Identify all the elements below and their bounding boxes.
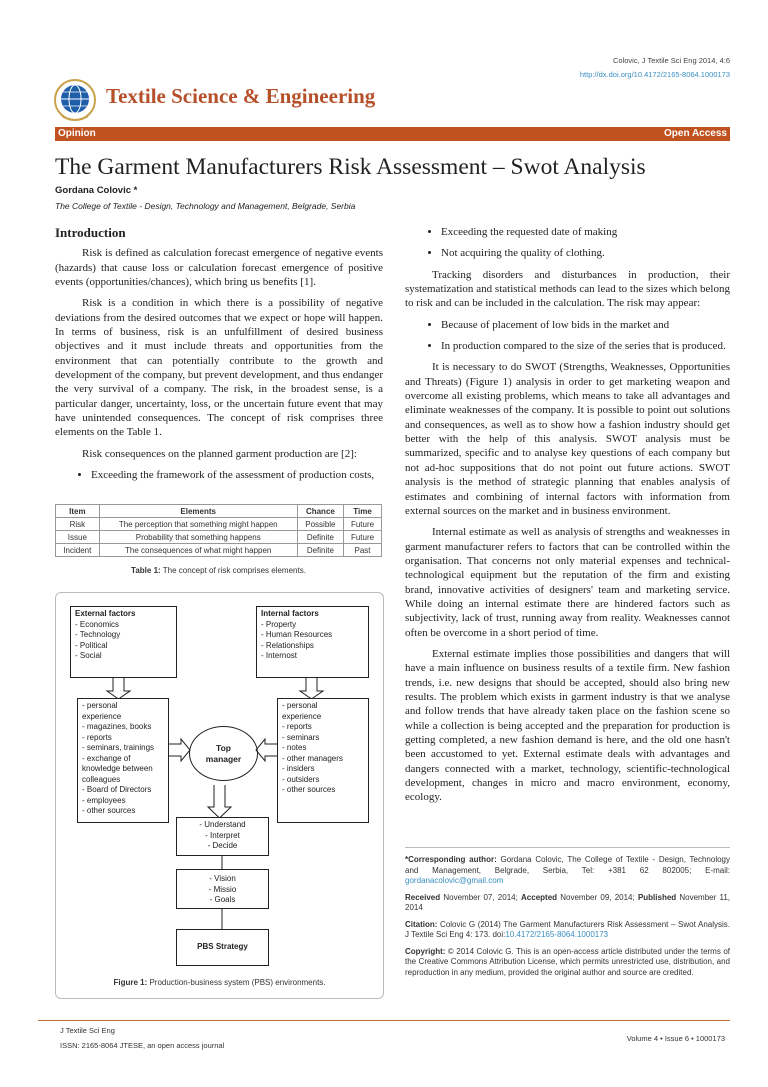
paragraph: Risk is defined as calculation forecast emergence of negative events (hazards) that cause loss or calculation forecast emergence of positive events (opportunities/chances), which bring us benefits [1].: [55, 247, 383, 289]
arrow-down-icon: [208, 785, 231, 818]
source-item: - notes: [282, 743, 307, 752]
node-label: Top: [216, 742, 231, 753]
paragraph: Risk is a condition in which there is a possibility of negative deviations from the desired outcomes that we expect or hope will happen. In terms of business, risk is an unfulfillment of desired business objectives and it must include threats and opportunities from the environment that can potentially contribute to the growth and development of the company, but prevent development, and thus endanger the very survival of a company. The risk, in the broadest sense, is a particular danger, uncertainty, loss, or the uncertain future event that may have unintended consequences. The concept of risk comprises three elements on the Table 1.: [55, 297, 383, 439]
footnote-divider: [405, 847, 730, 848]
corresponding-author: [405, 855, 730, 887]
text: November 09, 2014;: [557, 892, 638, 902]
cell: Definite: [297, 544, 343, 557]
source-item: - other sources: [282, 785, 336, 794]
process-item: - Decide: [207, 841, 238, 850]
article-type: Opinion: [58, 128, 96, 139]
factor-item: - Human Resources: [261, 630, 333, 639]
source-item: experience: [282, 711, 322, 721]
citation-line: Colovic, J Textile Sci Eng 2014, 4:6: [612, 56, 730, 65]
header-cell: Chance: [297, 505, 343, 518]
paragraph: It is necessary to do SWOT (Strengths, Weaknesses, Opportunities and Threats) (Figure 1) analysis in order to get marketing weapon and overcome all existing problems, which means to take all advantages and eliminate weaknesses of the company. It is possible to point out solutions and consequences, as well as to show how a fashion industry should get better with the help of this analysis. SWOT analysis must be summarized, specific and to analyse key questions of each company but not ad-hoc suppositions that do not point out future actions. SWOT analysis is the method of strategic planning that enables analysis of estimates and combining of internal factors with information from external sources on the market and in business environment.: [405, 361, 730, 517]
footnotes: [405, 855, 730, 984]
cell: Future: [344, 531, 382, 544]
header-cell: Elements: [99, 505, 297, 518]
text: © 2014 Colovic G. This is an open-access article distributed under the terms of the Creative Commons Attribution License, which permits unrestricted use, distribution, and reproduction in any medium, provided the original author and source are credited.: [405, 946, 730, 977]
article-type-bar: [55, 127, 730, 141]
table-row: [56, 544, 382, 557]
table-1: [55, 504, 382, 557]
source-item: - magazines, books: [82, 722, 152, 731]
cell: Risk: [56, 518, 100, 531]
list-item: • Exceeding the framework of the assessment of production costs,: [91, 468, 383, 482]
affiliation: The College of Textile - Design, Technology and Management, Belgrade, Serbia: [55, 201, 356, 211]
article-title: The Garment Manufacturers Risk Assessment – Swot Analysis: [55, 154, 646, 180]
source-item: - Board of Directors: [82, 785, 152, 794]
internal-sources-box: [277, 698, 369, 823]
email-link[interactable]: gordanacolovic@gmail.com: [405, 876, 504, 885]
cell: Issue: [56, 531, 100, 544]
arrow-left-icon: [256, 739, 277, 761]
table-row: [56, 518, 382, 531]
globe-icon: [52, 78, 98, 124]
caption-text: Production-business system (PBS) environments.: [147, 978, 326, 987]
factor-item: - Property: [261, 619, 297, 629]
external-sources-box: [77, 698, 169, 823]
cell: Incident: [56, 544, 100, 557]
figure-caption: [56, 978, 383, 987]
source-item: - personal: [82, 701, 118, 710]
cell: The consequences of what might happen: [99, 544, 297, 557]
text: Gordana Colovic, The College of Textile - Design, Technology and Management, Belgrade, Serbia, Tel: +381 62 802005; E-mail:: [405, 855, 730, 875]
cell: Possible: [297, 518, 343, 531]
source-item: experience: [82, 711, 122, 721]
text: Colovic G (2014) The Garment Manufacturers Risk Assessment – Swot Analysis. J Textile Sci Eng 4: 173. doi:: [405, 919, 730, 939]
text: November 07, 2014;: [440, 892, 522, 902]
table-row: [56, 531, 382, 544]
box-title: Internal factors: [261, 609, 319, 618]
list-item: • Because of placement of low bids in the market and: [441, 318, 730, 332]
doi-link[interactable]: http://dx.doi.org/10.4172/2165-8064.1000173: [579, 70, 730, 79]
source-item: - employees: [82, 795, 126, 805]
text: November 11, 2014: [405, 892, 731, 912]
source-item: - reports: [282, 722, 312, 731]
publisher-logo: [52, 78, 98, 124]
open-access-label: Open Access: [664, 128, 727, 139]
factor-item: - Political: [75, 640, 108, 650]
list-item: • Not acquiring the quality of clothing.: [441, 246, 730, 260]
section-heading: Introduction: [55, 225, 126, 240]
bullet-list: [405, 318, 730, 354]
source-item: - seminars: [282, 732, 320, 742]
bullet-list: [55, 468, 383, 482]
footer-issn: ISSN: 2165-8064 JTESE, an open access journal: [60, 1041, 225, 1050]
cell: Probability that something happens: [99, 531, 297, 544]
footer-volume: Volume 4 • Issue 6 • 1000173: [626, 1034, 725, 1043]
caption-label: Table 1:: [131, 566, 161, 575]
label: Accepted: [521, 892, 558, 902]
paragraph: External estimate implies those possibilities and dangers that will have a main influence on business results of a textile firm. New fashion trends, i.e. new designs that should be accepted, should also bring new results. The problem which exists in garment industry is that we analyse and follow trends that have already taken place on the fashion scene so while a collection is being accepted and the preparation for production is getting completed, a new fashion demand is here, and the old one hasn't been accustomed to yet. External estimate deals with advantages and dangers connected with a market, technology, scientific-technological development, changes in micro and macro environment, economy, ecology.: [405, 647, 730, 804]
source-item: knowledge between: [82, 764, 153, 773]
source-item: - seminars, trainings: [82, 743, 155, 752]
source-item: - other sources: [82, 806, 136, 815]
cell: Definite: [297, 531, 343, 544]
pbs-strategy-box: PBS Strategy: [176, 929, 269, 966]
goals-box: [176, 869, 269, 909]
cell: The perception that something might happen: [99, 518, 297, 531]
paragraph: Tracking disorders and disturbances in production, their systematization and statistical methods can lead to the sizes which belong to risk and can be included in the calculation. The risk may appear:: [405, 268, 730, 310]
box-title: External factors: [75, 609, 136, 618]
footer-journal: J Textile Sci Eng: [60, 1026, 115, 1035]
dates: [405, 893, 730, 914]
paragraph: Risk consequences on the planned garment production are [2]:: [82, 447, 357, 460]
source-item: - other managers: [282, 753, 343, 763]
source-item: - exchange of: [82, 753, 131, 763]
process-item: - Understand: [199, 820, 246, 829]
internal-factors-box: [256, 606, 369, 678]
caption-text: The concept of risk comprises elements.: [160, 566, 306, 575]
header-cell: Time: [344, 505, 382, 518]
citation: [405, 920, 730, 941]
header-cell: Item: [56, 505, 100, 518]
doi-link[interactable]: 10.4172/2165-8064.1000173: [505, 930, 609, 939]
node-label: manager: [205, 753, 242, 764]
table-header-row: [56, 505, 382, 518]
journal-title: Textile Science & Engineering: [106, 84, 376, 108]
factor-item: - Internost: [261, 651, 298, 660]
source-item: - outsiders: [282, 774, 320, 784]
external-factors-box: [70, 606, 177, 678]
top-manager-node: [189, 726, 258, 781]
source-item: colleagues: [82, 774, 121, 784]
source-item: - insiders: [282, 764, 315, 773]
arrow-down-icon: [300, 678, 323, 699]
table-caption: [55, 566, 382, 575]
label: Received: [405, 892, 441, 902]
right-column: [405, 225, 730, 812]
source-item: - personal: [282, 701, 318, 710]
cell: Future: [344, 518, 382, 531]
process-item: - Interpret: [205, 830, 240, 840]
factor-item: - Economics: [75, 619, 120, 629]
arrow-right-icon: [169, 739, 190, 761]
label: Copyright:: [405, 946, 446, 956]
cell: Past: [344, 544, 382, 557]
author: Gordana Colovic *: [55, 185, 138, 196]
source-item: - reports: [82, 732, 112, 742]
goal-item: - Missio: [208, 884, 237, 894]
arrow-down-icon: [107, 678, 130, 699]
factor-item: - Social: [75, 651, 102, 660]
process-box: [176, 817, 269, 856]
label: Citation:: [405, 919, 438, 929]
list-item: • In production compared to the size of the series that is produced.: [441, 339, 730, 353]
left-column: [55, 226, 383, 490]
paragraph: Internal estimate as well as analysis of strengths and weaknesses in garment manufacturer refers to factors that can be controlled within the organisation. That concerns not only material expenses and technical-technological equipment but the reputation of the firm and existing brand, innovative activities of designers' team and marketing service. While doing an internal estimate there are hindered factors such as subjectivity, lack of trust, running away from reality. Weaknesses cannot often be overcome in a short period of time.: [405, 526, 730, 639]
goal-item: - Goals: [209, 895, 236, 904]
factor-item: - Technology: [75, 630, 121, 639]
goal-item: - Vision: [209, 874, 236, 883]
copyright: [405, 947, 730, 979]
factor-item: - Relationships: [261, 640, 314, 650]
figure-1: [55, 592, 384, 999]
caption-label: Figure 1:: [113, 978, 148, 987]
bullet-list: [405, 225, 730, 261]
label: Published: [637, 892, 677, 902]
label: *Corresponding author:: [405, 855, 497, 864]
footer-divider: [38, 1020, 730, 1021]
list-item: • Exceeding the requested date of making: [441, 225, 730, 239]
